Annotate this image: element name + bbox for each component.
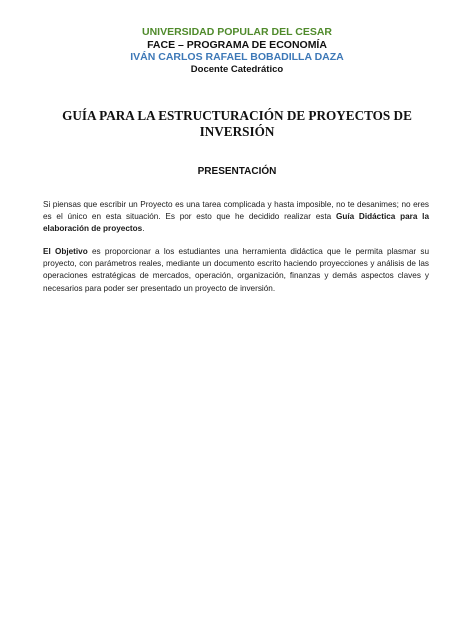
- paragraph-objective: [43, 246, 429, 295]
- paragraph-intro-text-b: .: [142, 224, 145, 234]
- paragraph-objective-bold: El Objetivo: [43, 247, 88, 256]
- paragraph-objective-text: es proporcionar a los estudiantes una herramienta didáctica que le permita plasmar su proyecto, con parámetros reales, mediante un documento escrito haciendo proyecciones y análisis de las operaciones estratégicas de mercados, operación, organización, finanzas y demás aspectos claves y necesarios para poder ser presentado un proyecto de inversión.: [43, 247, 430, 293]
- university-name: UNIVERSIDAD POPULAR DEL CESAR: [142, 26, 332, 38]
- teacher-name: IVÁN CARLOS RAFAEL BOBADILLA DAZA: [130, 51, 344, 63]
- paragraph-intro-text-a: Si piensas que escribir un Proyecto es una tarea complicada y hasta imposible, no te desanimes; no eres es el único en esta situación. Es por esto que he decidido realizar esta: [43, 200, 429, 222]
- paragraph-intro: [43, 199, 429, 236]
- paragraph-intro-bold: Guía Didáctica para la elaboración de proyectos: [43, 212, 429, 234]
- section-heading: PRESENTACIÓN: [197, 166, 277, 177]
- faculty-program: FACE – PROGRAMA DE ECONOMÍA: [147, 38, 327, 51]
- teacher-role: Docente Catedrático: [190, 63, 284, 75]
- document-header: [0, 26, 474, 76]
- document-title: GUÍA PARA LA ESTRUCTURACIÓN DE PROYECTOS DE INVERSIÓN: [62, 108, 412, 139]
